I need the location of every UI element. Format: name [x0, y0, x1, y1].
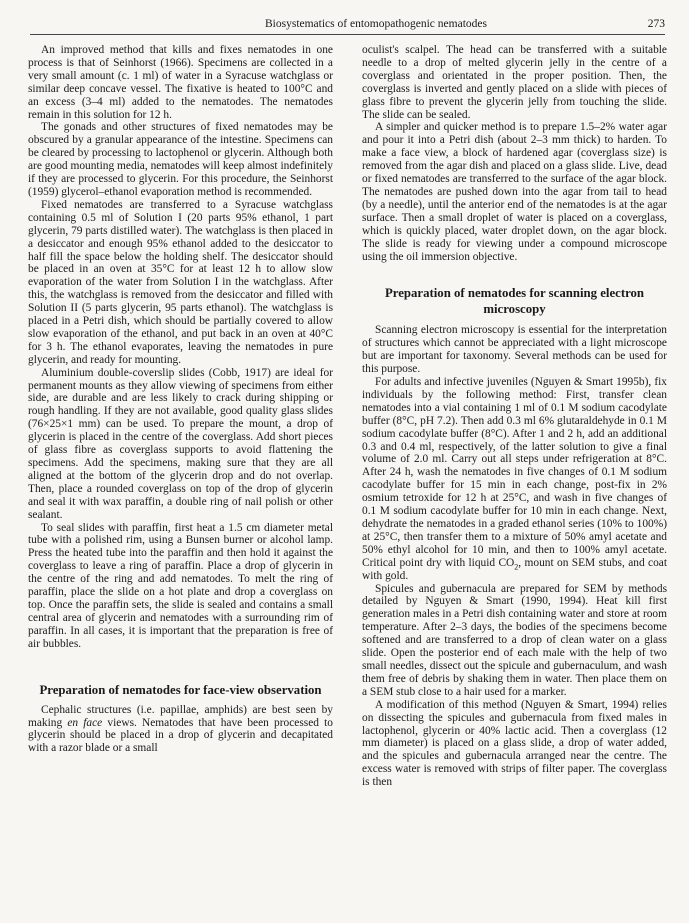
- paragraph: A simpler and quicker method is to prepare 1.5–2% water agar and pour it into a Petri dish (about 2–3 mm thick) to harden. To make a face view, a block of hardened agar (coverglass size) is removed from the agar dish and placed on a glass slide. Live, dead or fixed nematodes are transferred to the surface of the agar block. The nematodes are pushed down into the agar from tail to head (by a needle), until the anterior end of the nematodes is at the agar surface. Then a small droplet of water is placed on a coverglass, which is quickly placed, water droplet down, on the agar block. The slide is ready for viewing under a compound microscope using the oil immersion objective.: [362, 121, 667, 263]
- text-run: , mount on SEM stubs, and coat with gold.: [362, 556, 668, 582]
- page-number: 273: [647, 18, 665, 30]
- running-header: [30, 8, 665, 35]
- paragraph: Spicules and gubernacula are prepared for SEM by methods detailed by Nguyen & Smart (1990, 1994). Heat kill first generation males in a Petri dish containing water and store at room temperature. After 2–3 days, the bodies of the specimens become softened and are transferred to a drop of clean water on a glass slide. Open the posterior end of each male with the help of two small needles, dissect out the spicule and gubernaculum, and wash them free of debris by shaking them in water. Then place them on a SEM stub close to a hair used for a marker.: [362, 582, 667, 698]
- paragraph: A modification of this method (Nguyen & Smart, 1994) relies on dissecting the spicules and gubernacula from fixed males in lactophenol, glycerin or 40% lactic acid. Then a coverglass (12 mm diameter) is placed on a glass slide, a drop of water added, and the spicules and gubernacula arranged near the centre. The excess water is removed with strips of filter paper. The coverglass is then: [362, 698, 667, 789]
- paragraph: An improved method that kills and fixes nematodes in one process is that of Seinhorst (1966). Specimens are collected in a very small amount (c. 1 ml) of water in a Syracuse watchglass or similar deep concave vessel. The fixative is heated to 100°C and an excess (3–4 ml) added to the nematodes. The nematodes remain in this solution for 12 h.: [28, 44, 333, 121]
- paragraph: oculist's scalpel. The head can be transferred with a suitable needle to a drop of melted glycerin jelly in the centre of a coverglass and orientated in the proper position. Then, the coverglass is inverted and gently placed on a slide with pieces of glass fibre to prevent the glycerin jelly from touching the slide. The slide can be sealed.: [362, 44, 667, 121]
- subscript: 2: [514, 562, 519, 571]
- paragraph: Scanning electron microscopy is essential for the interpretation of structures which cannot be appreciated with a light microscope but are important for taxonomy. Several methods can be used for this purpose.: [362, 324, 667, 376]
- left-column: [28, 44, 333, 755]
- italic-term: en face: [67, 716, 103, 729]
- paragraph: Fixed nematodes are transferred to a Syracuse watchglass containing 0.5 ml of Solution I (20 parts 95% ethanol, 1 part glycerin, 79 parts distilled water). The watchglass is then placed in a desiccator and enough 95% ethanol added to the desiccator to half fill the space below the holding shelf. The desiccator should be placed in an oven at 35°C for at least 12 h to allow slow evaporation of the water from Solution I in the watchglass. After this, the watchglass is removed from the desiccator and filled with Solution II (5 parts glycerin, 95 parts ethanol). The watchglass is placed in a Petri dish, which should be partially covered to allow slow evaporation of the ethanol, and put back in an oven at 40°C for 3 h. The ethanol evaporates, leaving the nematodes in pure glycerin, and ready for mounting.: [28, 198, 333, 366]
- paragraph: [362, 376, 667, 583]
- section-heading-sem: Preparation of nematodes for scanning electron microscopy: [384, 286, 645, 317]
- section-heading-face-view: Preparation of nematodes for face-view observation: [39, 682, 322, 697]
- paragraph: The gonads and other structures of fixed nematodes may be obscured by a granular appearance of the intestine. Specimens can be cleared by processing to lactophenol or glycerin. Although both are good mounting media, nematodes will keep almost indefinitely if they are processed to glycerin. For this procedure, the Seinhorst (1959) glycerol–ethanol evaporation method is recommended.: [28, 121, 333, 198]
- text-run: Cephalic structures (i.e. papillae, amphids) are best seen by making: [28, 703, 333, 729]
- paragraph: To seal slides with paraffin, first heat a 1.5 cm diameter metal tube with a polished rim, using a Bunsen burner or alcohol lamp. Press the heated tube into the paraffin and then hold it against the coverglass to leave a ring of paraffin. Place a drop of glycerin in the centre of the ring and add nematodes. To melt the ring of paraffin, place the slide on a hot plate and drop a coverglass on top. Once the paraffin sets, the slide is sealed and contains a small central area of glycerin and nematodes with a surrounding rim of paraffin. In all cases, it is important that the preparation is free of air bubbles.: [28, 521, 333, 650]
- text-run: views. Nematodes that have been processed to glycerin should be placed in a drop of glycerin and decapitated with a razor blade or a small: [28, 716, 333, 755]
- right-column: [362, 44, 667, 789]
- paragraph: [28, 704, 333, 756]
- paragraph: Aluminium double-coverslip slides (Cobb, 1917) are ideal for permanent mounts as they allow viewing of specimens from either side, are durable and are less likely to crack during shipping or rough handling. If they are not available, good quality glass slides (76×25×1 mm) can be used. To prepare the mount, a drop of glycerin is placed in the centre of the coverglass. Add short pieces of glass fibre as coverglass supports to avoid flattening the specimens. Add the specimens, making sure that they are all aligned at the bottom of the glycerin drop and do not overlap. Then, place a rounded coverglass on top of the drop of glycerin and seal it with wax paraffin, a double ring of nail polish or other sealant.: [28, 366, 333, 521]
- running-title: Biosystematics of entomopathogenic nematodes: [265, 18, 487, 30]
- text-run: For adults and infective juveniles (Nguyen & Smart 1995b), fix individuals by the following method: First, transfer clean nematodes into a vial containing 1 ml of 0.1 M sodium cacodylate buffer (8°C, pH 7.2). Then add 0.3 ml 6% glutaraldehyde in 0.1 M sodium cacodylate buffer (8°C). After 1 and 2 h, add an additional 0.3 and 0.4 ml, respectively, of the latter solution to give a final volume of 2.0 ml. Carry out all steps under refrigeration at 8°C. After 24 h, wash the nematodes in five changes of 0.1 M sodium cacodylate buffer for 15 min in each change, post-fix in 2% osmium tetroxide for 12 h at 25°C, and wash in five changes of 0.1 M sodium cacodylate buffer for 10 min in each change. Next, dehydrate the nematodes in a graded ethanol series (10% to 100%) at 25°C, then transfer them to a mixture of 50% amyl acetate and 50% ethyl alcohol for 10 min, and then to 100% amyl acetate. Critical point dry with liquid CO: [362, 376, 667, 569]
